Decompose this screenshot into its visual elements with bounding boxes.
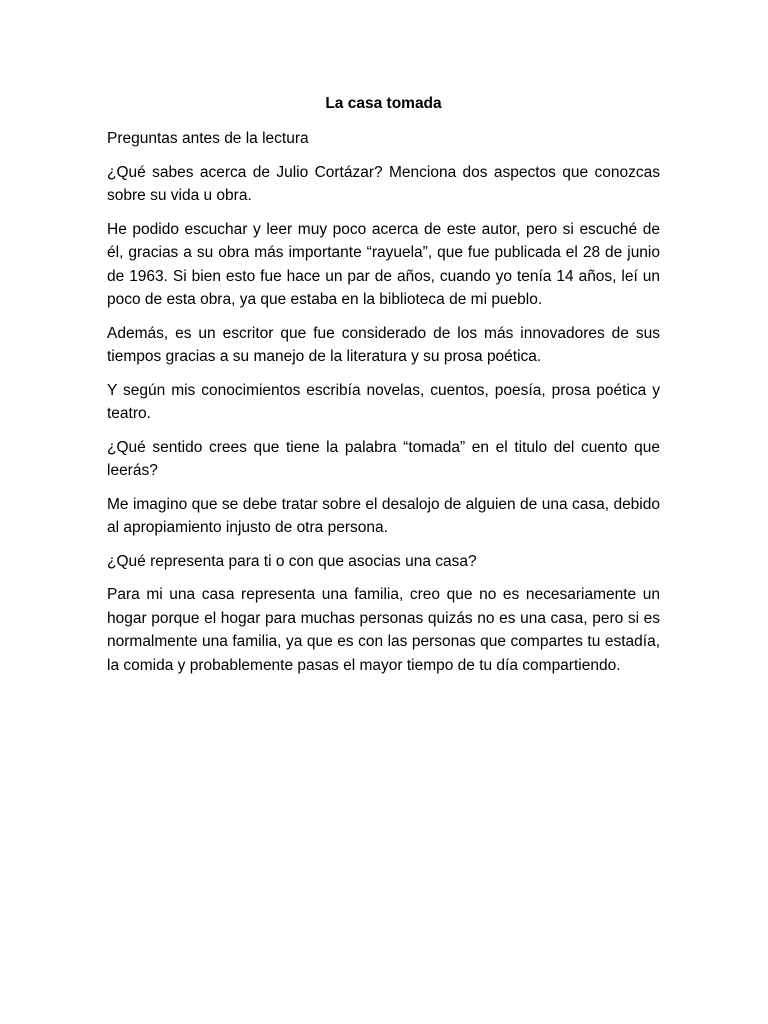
question-2: ¿Qué sentido crees que tiene la palabra “tomada” en el titulo del cuento que leerás? — [107, 438, 660, 479]
document-title: La casa tomada — [325, 95, 442, 112]
answer-2: Me imagino que se debe tratar sobre el desalojo de alguien de una casa, debido al apropiamiento injusto de otra persona. — [107, 495, 660, 536]
answer-1-paragraph-1: He podido escuchar y leer muy poco acerca de este autor, pero si escuché de él, gracias a su obra más importante “rayuela”, que fue publicada el 28 de junio de 1963. Si bien esto fue hace un par de años, cuando yo tenía 14 años, leí un poco de esta obra, ya que estaba en la biblioteca de mi pueblo. — [107, 220, 660, 308]
answer-1-paragraph-2: Además, es un escritor que fue considerado de los más innovadores de sus tiempos gracias a su manejo de la literatura y su prosa poética. — [107, 324, 660, 365]
question-1: ¿Qué sabes acerca de Julio Cortázar? Menciona dos aspectos que conozcas sobre su vida u obra. — [107, 163, 660, 204]
section-heading: Preguntas antes de la lectura — [107, 130, 309, 147]
question-3: ¿Qué representa para ti o con que asocias una casa? — [107, 552, 477, 570]
answer-1-paragraph-3: Y según mis conocimientos escribía novelas, cuentos, poesía, prosa poética y teatro. — [107, 381, 660, 422]
answer-3: Para mi una casa representa una familia, creo que no es necesariamente un hogar porque el hogar para muchas personas quizás no es una casa, pero si es normalmente una familia, ya que es con las personas que compartes tu estadía, la comida y probablemente pasas el mayor tiempo de tu día compartiendo. — [107, 586, 660, 674]
